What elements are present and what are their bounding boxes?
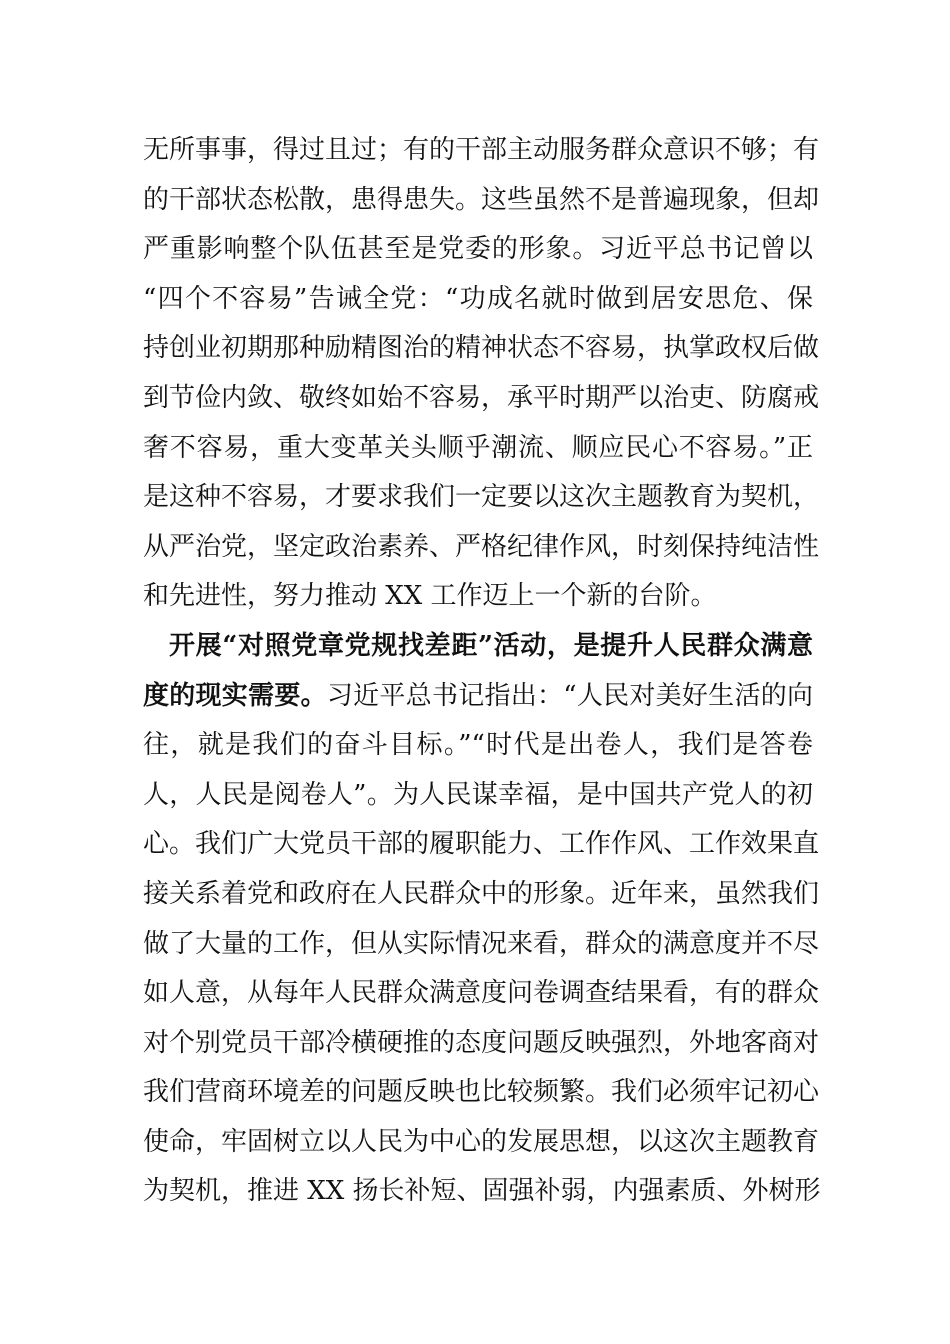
paragraph-2-line-12: 为契机，推进 XX 扬长补短、固强补弱，内强素质、外树形 (143, 1176, 821, 1207)
paragraph-1-line-9: 从严治党，坚定政治素养、严格纪律作风，时刻保持纯洁性 (143, 531, 820, 562)
paragraph-2-line-2 (143, 672, 813, 722)
document-body (143, 126, 821, 1217)
paragraph-1-line-6: 到节俭内敛、敬终如始不容易，承平时期严以治吏、防腐戒 (143, 382, 820, 413)
paragraph-2-line-7: 做了大量的工作，但从实际情况来看，群众的满意度并不尽 (143, 928, 820, 959)
paragraph-2-line-10: 我们营商环境差的问题反映也比较频繁。我们必须牢记初心 (143, 1077, 820, 1108)
paragraph-1-line-1: 无所事事，得过且过；有的干部主动服务群众意识不够；有 (143, 135, 820, 165)
paragraph-2-heading-line-1: 开展“对照党章党规找差距”活动，是提升人民群众满意 (169, 630, 813, 661)
paragraph-2-heading-line-2: 度的现实需要。 (143, 680, 327, 711)
paragraph-2-line-9: 对个别党员干部冷横硬推的态度问题反映强烈，外地客商对 (143, 1027, 820, 1058)
paragraph-2-line-6: 接关系着党和政府在人民群众中的形象。近年来，虽然我们 (143, 878, 820, 909)
paragraph-1-line-2: 的干部状态松散，患得患失。这些虽然不是普遍现象，但却 (143, 184, 820, 215)
paragraph-1-line-8: 是这种不容易，才要求我们一定要以这次主题教育为契机， (143, 482, 820, 513)
paragraph-2-line-4: 人，人民是阅卷人”。为人民谋幸福，是中国共产党人的初 (143, 779, 813, 810)
paragraph-2-line-3: 往，就是我们的奋斗目标。”“时代是出卷人，我们是答卷 (143, 730, 813, 761)
paragraph-2-line-2-text: 习近平总书记指出：“人民对美好生活的向 (326, 680, 813, 711)
paragraph-2-line-8: 如人意，从每年人民群众满意度问卷调查结果看，有的群众 (143, 978, 820, 1009)
paragraph-1-line-7: 奢不容易，重大变革关头顺乎潮流、顺应民心不容易。”正 (143, 432, 813, 463)
paragraph-1-line-3: 严重影响整个队伍甚至是党委的形象。习近平总书记曾以 (143, 234, 813, 265)
paragraph-2-line-5: 心。我们广大党员干部的履职能力、工作作风、工作效果直 (143, 829, 820, 860)
paragraph-2-line-11: 使命，牢固树立以人民为中心的发展思想，以这次主题教育 (143, 1126, 820, 1157)
paragraph-1-line-5: 持创业初期那种励精图治的精神状态不容易，执掌政权后做 (143, 333, 820, 364)
paragraph-1-line-10: 和先进性，努力推动 XX 工作迈上一个新的台阶。 (143, 581, 717, 612)
paragraph-1-line-4: “四个不容易”告诫全党：“功成名就时做到居安思危、保 (143, 283, 813, 314)
